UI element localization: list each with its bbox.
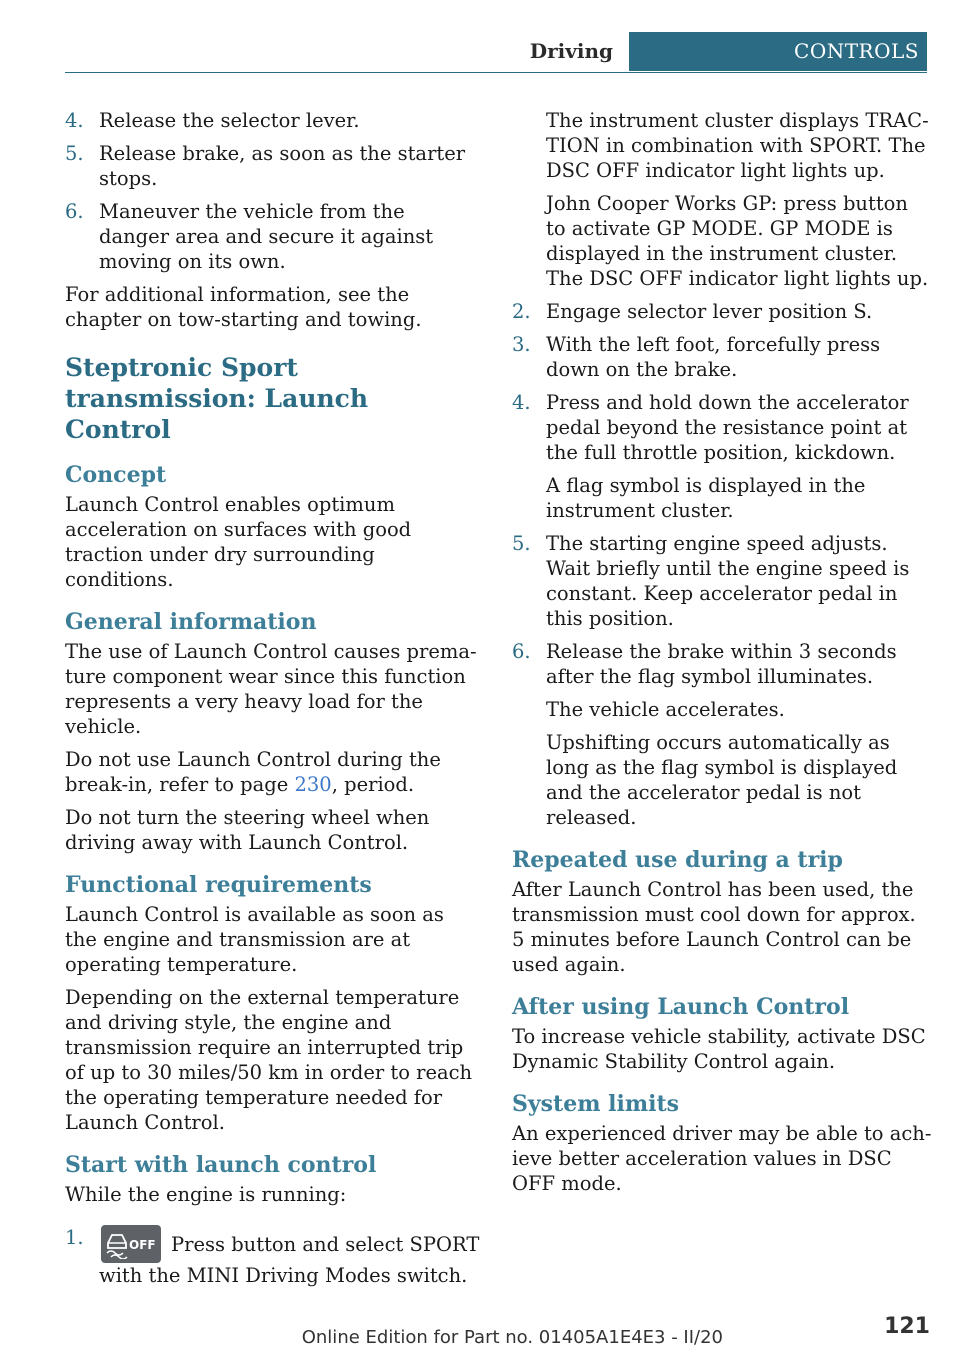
paragraph: Depending on the external temperature and driving style, the engine and transmission require an interrupted trip of up to 30 miles/50 km in order to reach the operating temperature needed for Launch Control. — [65, 986, 473, 1134]
step-text: The starting engine speed adjusts. Wait briefly until the engine speed is constant. Keep accelerator pedal in this position. — [546, 532, 910, 630]
section-title: Driving — [529, 39, 613, 63]
page-link[interactable]: 230 — [294, 773, 332, 796]
paragraph: The use of Launch Control causes premature component wear since this function represents a very heavy load for the vehicle. — [65, 640, 477, 738]
list-item — [512, 531, 932, 631]
step-text: Release the brake within 3 seconds after the flag symbol illuminates. — [546, 640, 897, 688]
step-text: Maneuver the vehicle from the danger area and secure it against moving on its own. — [99, 200, 434, 273]
subheading-start: Start with launch control — [65, 1152, 377, 1178]
step-number: 4. — [512, 391, 531, 414]
subheading-repeated: Repeated use during a trip — [512, 847, 843, 873]
list-item — [65, 1225, 480, 1288]
step-note: The vehicle accelerates. — [546, 698, 785, 721]
dsc-off-icon — [101, 1225, 161, 1263]
step-text: With the left foot, forcefully press down on the brake. — [546, 333, 881, 381]
list-item — [65, 199, 480, 274]
list-item — [512, 299, 932, 324]
step-text: Press and hold down the accelerator pedal beyond the resistance point at the full throttle position, kickdown. — [546, 391, 909, 464]
edition-note: Online Edition for Part no. 01405A1E4E3 - II/20 — [301, 1327, 723, 1348]
step-number: 5. — [512, 532, 531, 555]
step-note: A flag symbol is displayed in the instrument cluster. — [546, 474, 866, 522]
subheading-concept: Concept — [65, 462, 167, 488]
chapter-tab: CONTROLS — [629, 32, 927, 71]
step-note: Upshifting occurs automatically as long as the flag symbol is displayed and the accelerator pedal is not released. — [546, 731, 898, 829]
paragraph: Do not turn the steering wheel when driving away with Launch Control. — [65, 806, 430, 854]
step-number: 5. — [65, 142, 84, 165]
paragraph: After Launch Control has been used, the transmission must cool down for approx. 5 minutes before Launch Control can be used again. — [512, 878, 916, 976]
page-header — [65, 32, 927, 73]
paragraph: Launch Control enables optimum acceleration on surfaces with good traction under dry surrounding conditions. — [65, 493, 412, 591]
step-number: 6. — [512, 640, 531, 663]
svg-text:OFF: OFF — [129, 1238, 156, 1252]
paragraph: The instrument cluster displays TRACTION in combination with SPORT. The DSC OFF indicator light lights up. — [546, 109, 929, 182]
subheading-limits: System limits — [512, 1091, 680, 1117]
list-item — [512, 639, 932, 830]
list-item — [65, 141, 480, 191]
list-item — [512, 332, 932, 382]
left-column — [65, 108, 480, 1296]
step-text: Release the selector lever. — [99, 109, 360, 132]
step-number: 2. — [512, 300, 531, 323]
step-text: Press button and select SPORT with the MINI Driving Modes switch. — [99, 1233, 480, 1287]
paragraph: Launch Control is available as soon as the engine and transmission are at operating temperature. — [65, 903, 444, 976]
list-item — [512, 390, 932, 523]
step-number: 6. — [65, 200, 84, 223]
step-number: 1. — [65, 1226, 84, 1249]
subheading-after: After using Launch Control — [512, 994, 850, 1020]
right-column — [512, 108, 932, 1204]
page-number: 121 — [884, 1314, 930, 1339]
step-text: Release brake, as soon as the starter stops. — [99, 142, 466, 190]
step-text: Engage selector lever position S. — [546, 300, 873, 323]
step-number: 3. — [512, 333, 531, 356]
paragraph: To increase vehicle stability, activate DSC Dynamic Stability Control again. — [512, 1025, 926, 1073]
paragraph: For additional information, see the chapter on tow-starting and towing. — [65, 283, 422, 331]
paragraph: John Cooper Works GP: press button to activate GP MODE. GP MODE is displayed in the instrument cluster. The DSC OFF indicator light lights up. — [546, 192, 929, 290]
paragraph: Do not use Launch Control during the break-in, refer to page 230, period. — [65, 748, 441, 796]
list-item — [65, 108, 480, 133]
paragraph: While the engine is running: — [65, 1183, 347, 1206]
paragraph: An experienced driver may be able to achieve better acceleration values in DSC OFF mode. — [512, 1122, 932, 1195]
subheading-functional: Functional requirements — [65, 872, 372, 898]
step-number: 4. — [65, 109, 84, 132]
section-heading: Steptronic Sport transmission: Launch Control — [65, 353, 369, 444]
subheading-general: General information — [65, 609, 317, 635]
